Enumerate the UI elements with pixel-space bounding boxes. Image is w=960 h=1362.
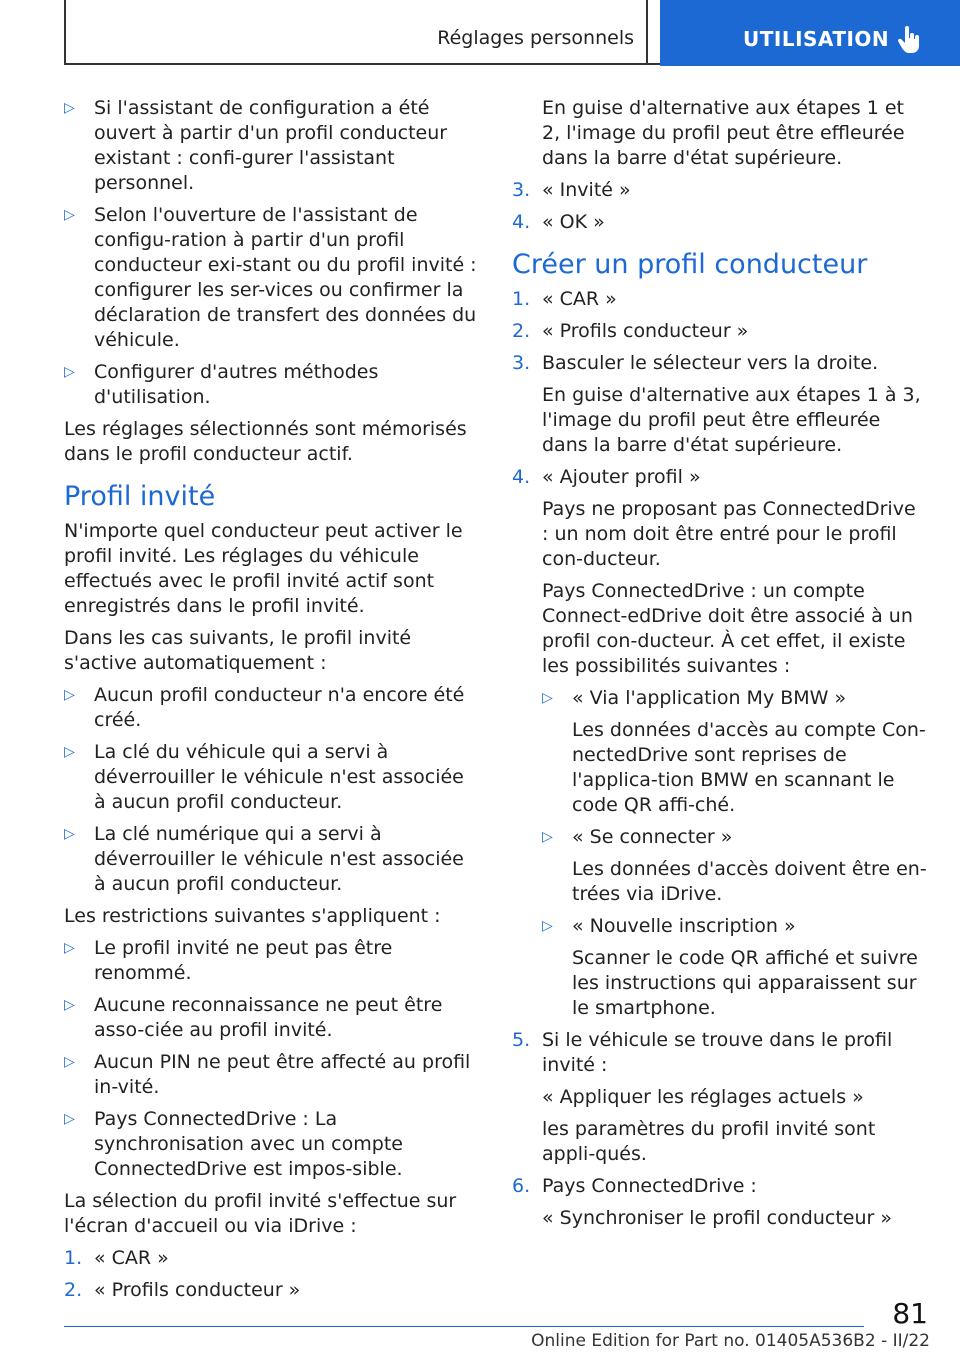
list-item: ▷ « Via l'application My BMW »: [542, 687, 847, 709]
step-item: 2. « Profils conducteur »: [64, 1279, 301, 1301]
triangle-bullet-icon: ▷: [542, 918, 553, 934]
step-note: Pays ne proposant pas ConnectedDrive : un nom doit être entré pour le profil con-ducteur.: [542, 498, 916, 570]
list-item: ▷ Selon l'ouverture de l'assistant de configu-ration à partir d'un profil conducteur exi-stant ou du profil invité : configurer les ser-vices ou confirmer la déclaration de transfert des données du véhicule.: [64, 204, 477, 351]
triangle-bullet-icon: ▷: [64, 1054, 75, 1070]
triangle-bullet-icon: ▷: [64, 207, 75, 223]
step-note: Pays ConnectedDrive : un compte Connect-edDrive doit être associé à un profil con-ducteur. À cet effet, il existe les possibilités suivantes :: [542, 580, 913, 677]
list-item: ▷ Si l'assistant de configuration a été ouvert à partir d'un profil conducteur existant : confi-gurer l'assistant personnel.: [64, 97, 448, 194]
header-chapter-label: UTILISATION: [743, 27, 890, 51]
list-item: ▷ La clé numérique qui a servi à déverrouiller le véhicule n'est associée à aucun profil conducteur.: [64, 823, 464, 895]
triangle-bullet-icon: ▷: [64, 940, 75, 956]
step-note: En guise d'alternative aux étapes 1 à 3, l'image du profil peut être effleurée dans la barre d'état supérieure.: [542, 384, 921, 456]
triangle-bullet-icon: ▷: [64, 364, 75, 380]
list-item: ▷ Pays ConnectedDrive : La synchronisation avec un compte ConnectedDrive est impos-sible.: [64, 1108, 403, 1180]
heading-guest-profile: Profil invité: [64, 481, 216, 512]
option-description: Les données d'accès au compte Con-nectedDrive sont reprises de l'applica-tion BMW en scannant le code QR affi-ché.: [572, 719, 926, 816]
list-item: ▷ « Se connecter »: [542, 826, 733, 848]
step-item: 2. « Profils conducteur »: [512, 320, 749, 342]
list-item: ▷ Aucun profil conducteur n'a encore été créé.: [64, 684, 465, 731]
triangle-bullet-icon: ▷: [64, 100, 75, 116]
footer-edition: Online Edition for Part no. 01405A536B2 - II/22: [531, 1331, 930, 1351]
triangle-bullet-icon: ▷: [542, 829, 553, 845]
step-item: 1. « CAR »: [64, 1247, 169, 1269]
step-item: 3. Basculer le sélecteur vers la droite.: [512, 352, 879, 374]
list-item: ▷ La clé du véhicule qui a servi à déverrouiller le véhicule n'est associée à aucun profil conducteur.: [64, 741, 464, 813]
paragraph-restrictions: Les restrictions suivantes s'appliquent :: [64, 905, 441, 927]
list-item: ▷ Aucun PIN ne peut être affecté au profil in-vité.: [64, 1051, 471, 1098]
option-description: Les données d'accès doivent être en-trées via iDrive.: [572, 858, 927, 905]
right-column: [512, 96, 928, 1238]
triangle-bullet-icon: ▷: [64, 826, 75, 842]
list-item: ▷ Aucune reconnaissance ne peut être asso-ciée au profil invité.: [64, 994, 443, 1041]
hand-pointer-icon: [896, 24, 922, 54]
paragraph-guest-auto: Dans les cas suivants, le profil invité s'active automatiquement :: [64, 627, 412, 674]
page-number: 81: [892, 1297, 928, 1330]
triangle-bullet-icon: ▷: [64, 997, 75, 1013]
step-item: 3. « Invité »: [512, 179, 631, 201]
option-description: Scanner le code QR affiché et suivre les instructions qui apparaissent sur le smartphone.: [572, 947, 918, 1019]
heading-create-profile: Créer un profil conducteur: [512, 249, 868, 280]
triangle-bullet-icon: ▷: [64, 687, 75, 703]
paragraph-saved: Les réglages sélectionnés sont mémorisés dans le profil conducteur actif.: [64, 418, 467, 465]
list-item: ▷ « Nouvelle inscription »: [542, 915, 796, 937]
left-column: [64, 96, 480, 1310]
step-item: 4. « Ajouter profil »: [512, 466, 701, 488]
step-note: les paramètres du profil invité sont appli-qués.: [542, 1118, 876, 1165]
paragraph-guest-intro: N'importe quel conducteur peut activer le profil invité. Les réglages du véhicule effectués avec le profil invité actif sont enregistrés dans le profil invité.: [64, 520, 463, 617]
step-item: 1. « CAR »: [512, 288, 617, 310]
list-item: ▷ Le profil invité ne peut pas être renommé.: [64, 937, 393, 984]
step-item: 4. « OK »: [512, 211, 605, 233]
list-item: ▷ Configurer d'autres méthodes d'utilisation.: [64, 361, 379, 408]
header-chapter-tab: [660, 0, 960, 66]
page-header: [0, 0, 960, 66]
step-note: En guise d'alternative aux étapes 1 et 2, l'image du profil peut être effleurée dans la barre d'état supérieure.: [542, 97, 905, 169]
step-note: « Synchroniser le profil conducteur »: [542, 1207, 892, 1229]
paragraph-selection: La sélection du profil invité s'effectue sur l'écran d'accueil ou via iDrive :: [64, 1190, 457, 1237]
header-section-title: Réglages personnels: [437, 27, 634, 49]
footer-rule: [64, 1326, 864, 1327]
triangle-bullet-icon: ▷: [64, 1111, 75, 1127]
step-item: 6. Pays ConnectedDrive :: [512, 1175, 757, 1197]
step-item: 5. Si le véhicule se trouve dans le profil invité :: [512, 1029, 893, 1076]
triangle-bullet-icon: ▷: [542, 690, 553, 706]
triangle-bullet-icon: ▷: [64, 744, 75, 760]
step-note: « Appliquer les réglages actuels »: [542, 1086, 864, 1108]
